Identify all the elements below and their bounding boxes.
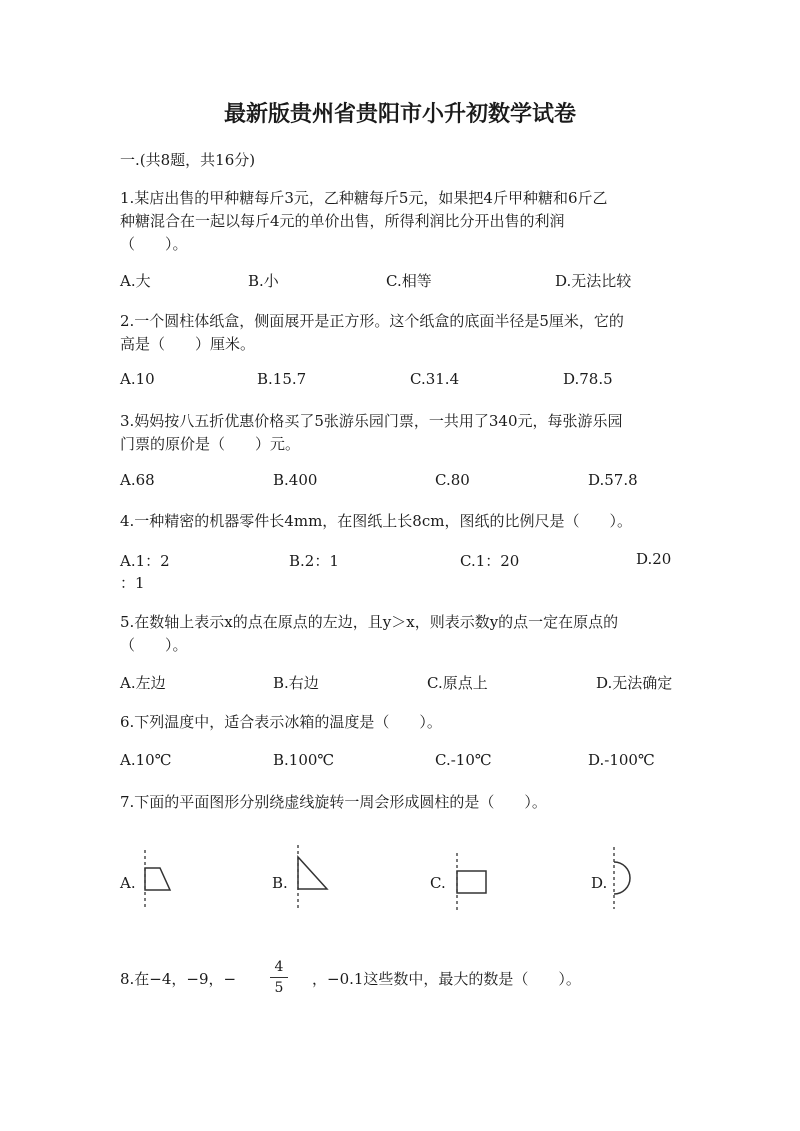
figure-b-triangle	[290, 845, 334, 910]
fraction-bar	[270, 977, 288, 978]
question-1	[120, 187, 680, 256]
option-c: C.相等	[386, 272, 432, 290]
question-text-line: 7.下面的平面图形分别绕虚线旋转一周会形成圆柱的是（ ）。	[120, 793, 547, 811]
figure-a-label: A.	[120, 874, 136, 892]
figure-b-label: B.	[272, 874, 288, 892]
figure-a-trapezoid	[138, 850, 178, 910]
question-text-line: （ ）。	[120, 235, 188, 253]
question-text-line: 门票的原价是（ ）元。	[120, 435, 301, 453]
question-text-line: 4.一种精密的机器零件长4mm，在图纸上长8cm，图纸的比例尺是（ ）。	[120, 512, 632, 530]
figure-d-semicircle	[606, 847, 638, 911]
question-text-line: 高是（ ）厘米。	[120, 335, 256, 353]
option-c: C.原点上	[427, 674, 488, 692]
option-d: D.57.8	[588, 471, 638, 489]
fraction-denominator: 5	[274, 980, 284, 996]
question-6	[120, 711, 680, 734]
figure-d-label: D.	[591, 874, 608, 892]
option-b: B.100℃	[273, 751, 335, 769]
page-title: 最新版贵州省贵阳市小升初数学试卷	[223, 101, 576, 127]
option-c: C.1：20	[460, 552, 520, 570]
fraction-numerator: 4	[274, 959, 284, 975]
question-text-line: 6.下列温度中，适合表示冰箱的温度是（ ）。	[120, 713, 442, 731]
option-d-continued: ：1	[120, 574, 145, 592]
figure-c-label: C.	[430, 874, 446, 892]
option-d: D.20	[636, 550, 672, 568]
question-5	[120, 611, 680, 657]
question-4	[120, 510, 680, 533]
question-7	[120, 791, 680, 814]
option-a: A.1：2	[120, 552, 170, 570]
question-text-line: 种糖混合在一起以每斤4元的单价出售，所得利润比分开出售的利润	[120, 212, 565, 230]
option-a: A.大	[120, 272, 151, 290]
section-heading: 一.(共8题，共16分)	[120, 151, 256, 169]
question-text-line: 2.一个圆柱体纸盒，侧面展开是正方形。这个纸盒的底面半径是5厘米，它的	[120, 312, 624, 330]
option-a: A.左边	[120, 674, 166, 692]
question-text-line: 1.某店出售的甲种糖每斤3元，乙种糖每斤5元，如果把4斤甲种糖和6斤乙	[120, 189, 608, 207]
question-text-line: （ ）。	[120, 636, 188, 654]
option-c: C.31.4	[410, 370, 460, 388]
option-a: A.10℃	[120, 751, 172, 769]
option-d: D.无法比较	[555, 272, 632, 290]
option-c: C.80	[435, 471, 470, 489]
question-text-line: 3.妈妈按八五折优惠价格买了5张游乐园门票，一共用了340元，每张游乐园	[120, 412, 623, 430]
option-d: D.无法确定	[596, 674, 673, 692]
question-8-text-start: 8.在−4，−9，−	[120, 970, 237, 988]
question-2	[120, 310, 680, 356]
option-b: B.15.7	[257, 370, 307, 388]
option-c: C.-10℃	[435, 751, 492, 769]
option-b: B.2：1	[289, 552, 339, 570]
figure-c-rectangle	[448, 853, 492, 913]
option-d: D.-100℃	[588, 751, 655, 769]
option-a: A.68	[120, 471, 155, 489]
option-b: B.小	[248, 272, 279, 290]
option-a: A.10	[120, 370, 155, 388]
question-text-line: 5.在数轴上表示x的点在原点的左边，且y＞x，则表示数y的点一定在原点的	[120, 613, 619, 631]
option-b: B.右边	[273, 674, 319, 692]
question-3	[120, 410, 680, 456]
option-b: B.400	[273, 471, 318, 489]
question-8-text-end: ，−0.1这些数中，最大的数是（ ）。	[312, 970, 581, 988]
option-d: D.78.5	[563, 370, 613, 388]
